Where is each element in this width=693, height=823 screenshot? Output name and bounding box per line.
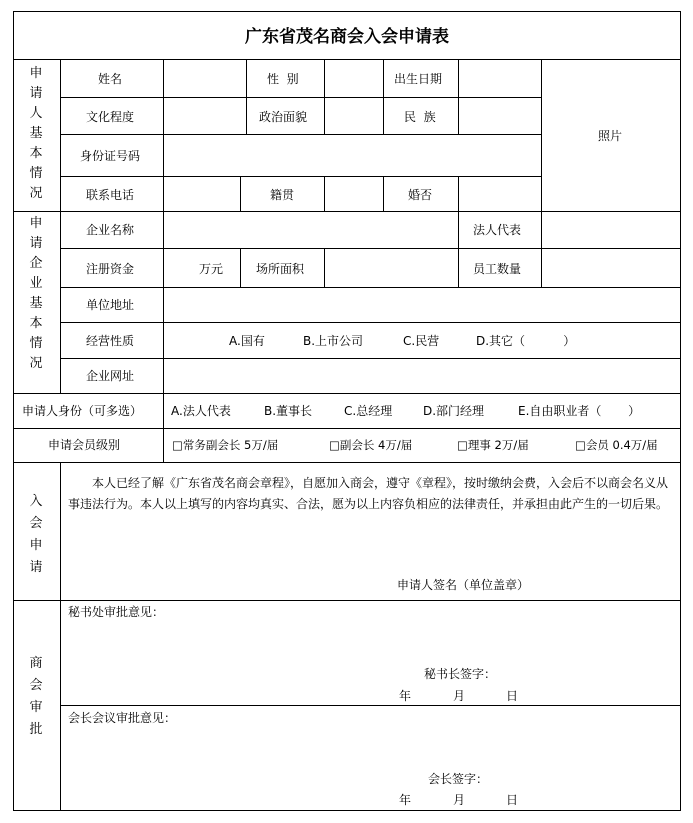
member-level-option-vp[interactable]: □副会长 4万/届 (329, 438, 413, 452)
ethnicity-field[interactable] (459, 98, 541, 134)
section-label-review: 商 会 审 批 (29, 656, 43, 737)
council-opinion-field[interactable] (61, 726, 681, 771)
council-month-label: 月 (453, 793, 466, 807)
application-statement: 本人已经了解《广东省茂名商会章程》，自愿加入商会，遵守《章程》，按时缴纳会费，入会后不以商会名义从事违法行为。本人以上填写的内容均真实、合法，愿为以上内容负相应的法律责任，并承担由此产生的一切后果。 (68, 476, 669, 511)
section-label-application: 入 会 申 请 (29, 494, 43, 575)
address-label: 单位地址 (86, 298, 135, 312)
identity-label: 申请人身份（可多选） (22, 404, 143, 418)
ethnicity-label: 民 族 (404, 110, 436, 124)
politics-field[interactable] (325, 98, 383, 134)
section-label-company: 申 请 企 业 基 本 情 况 (29, 216, 43, 371)
education-label: 文化程度 (86, 110, 135, 124)
legal-rep-label: 法人代表 (473, 223, 522, 237)
id-number-label: 身份证号码 (80, 149, 141, 163)
legal-rep-field[interactable] (542, 212, 681, 248)
council-year-label: 年 (399, 793, 412, 807)
council-day-label: 日 (506, 793, 519, 807)
applicant-signature-label: 申请人签名（单位盖章） (397, 578, 530, 592)
marriage-label: 婚否 (408, 188, 433, 202)
company-name-field[interactable] (164, 212, 458, 248)
secretariat-year-label: 年 (399, 689, 412, 703)
capital-label: 注册资金 (86, 262, 135, 276)
nature-option-b[interactable]: B.上市公司 (303, 334, 364, 348)
president-signature-label: 会长签字： (428, 772, 489, 786)
gender-field[interactable] (325, 60, 383, 97)
member-level-option-member[interactable]: □会员 0.4万/届 (575, 438, 658, 452)
capital-unit: 万元 (199, 262, 224, 276)
native-place-label: 籍贯 (270, 188, 295, 202)
gender-label: 性 别 (267, 72, 299, 86)
nature-option-d[interactable]: D.其它（ ） (476, 334, 576, 348)
secretariat-opinion-label: 秘书处审批意见： (68, 605, 165, 619)
native-place-field[interactable] (325, 177, 383, 211)
form-title: 广东省茂名商会入会申请表 (245, 27, 449, 47)
photo-label: 照片 (598, 129, 623, 143)
identity-option-a[interactable]: A.法人代表 (171, 404, 231, 418)
name-field[interactable] (164, 60, 246, 97)
website-field[interactable] (164, 359, 681, 393)
identity-option-b[interactable]: B.董事长 (264, 404, 313, 418)
birth-date-field[interactable] (459, 60, 541, 97)
secretariat-opinion-field[interactable] (61, 620, 681, 670)
council-opinion-label: 会长会议审批意见： (68, 711, 177, 725)
education-field[interactable] (164, 98, 246, 134)
address-field[interactable] (164, 288, 681, 322)
website-label: 企业网址 (86, 369, 135, 383)
id-number-field[interactable] (164, 135, 541, 176)
identity-option-e[interactable]: E.自由职业者（ ） (518, 404, 641, 418)
nature-option-c[interactable]: C.民营 (403, 334, 440, 348)
identity-option-d[interactable]: D.部门经理 (423, 404, 485, 418)
photo-area[interactable] (542, 60, 681, 211)
staff-count-field[interactable] (542, 249, 681, 287)
member-level-label: 申请会员级别 (48, 438, 121, 452)
nature-option-a[interactable]: A.国有 (229, 334, 265, 348)
area-field[interactable] (325, 249, 458, 287)
member-level-option-executive-vp[interactable]: □常务副会长 5万/届 (172, 438, 279, 452)
name-label: 姓名 (98, 72, 123, 86)
politics-label: 政治面貌 (259, 110, 308, 124)
staff-count-label: 员工数量 (473, 262, 522, 276)
secretary-signature-label: 秘书长签字： (424, 667, 497, 681)
phone-field[interactable] (164, 177, 240, 211)
secretariat-day-label: 日 (506, 689, 519, 703)
section-label-applicant: 申 请 人 基 本 情 况 (29, 66, 43, 201)
member-level-option-director[interactable]: □理事 2万/届 (457, 438, 529, 452)
company-name-label: 企业名称 (86, 223, 135, 237)
phone-label: 联系电话 (86, 188, 135, 202)
nature-label: 经营性质 (86, 334, 135, 348)
secretariat-month-label: 月 (453, 689, 466, 703)
birth-date-label: 出生日期 (394, 72, 443, 86)
marriage-field[interactable] (459, 177, 541, 211)
identity-option-c[interactable]: C.总经理 (344, 404, 393, 418)
area-label: 场所面积 (256, 262, 305, 276)
